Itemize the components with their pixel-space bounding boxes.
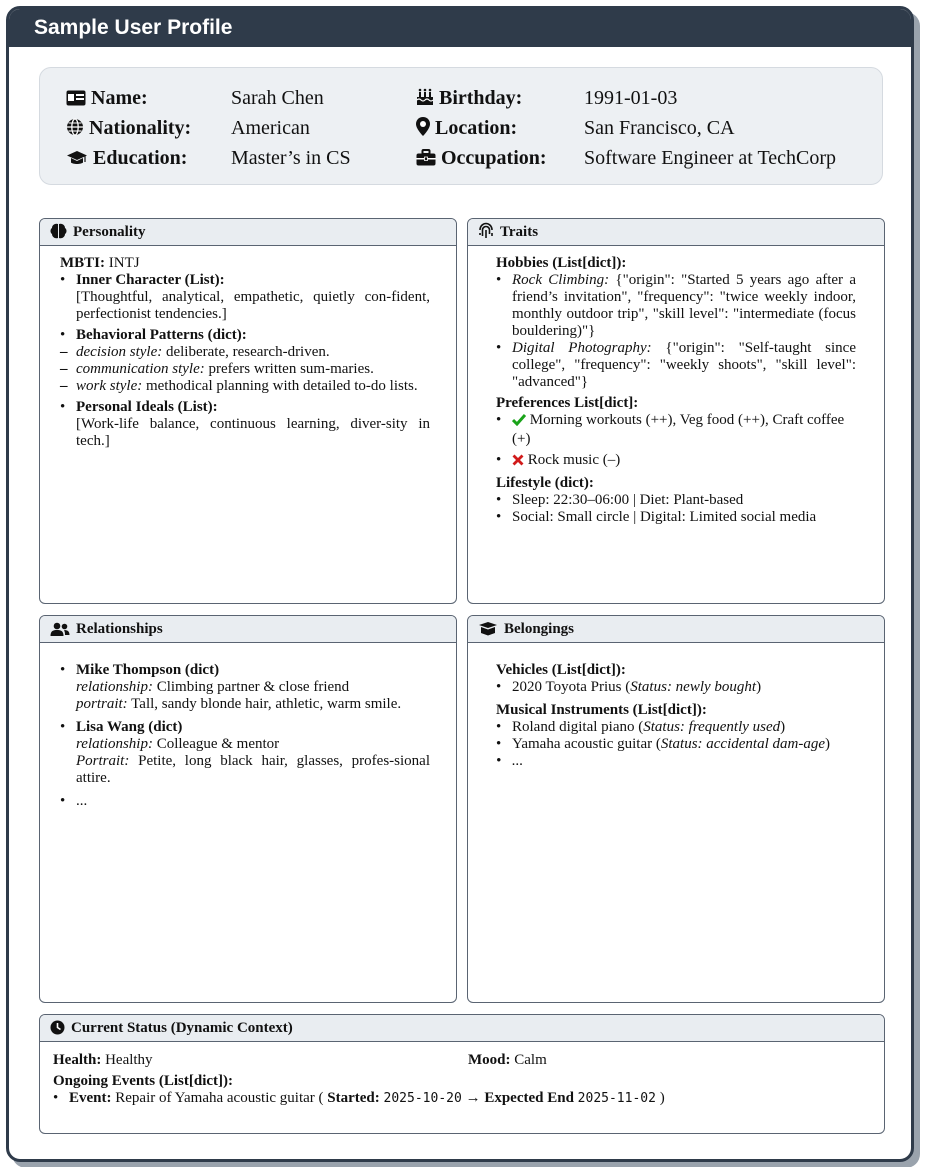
traits-panel [467,218,885,604]
personal-ideals-item [60,399,430,450]
fingerprint-icon [478,222,494,248]
relationships-panel [39,615,457,1003]
instrument-item [496,736,856,753]
ongoing-events-label: Ongoing Events (List[dict]): [53,1073,233,1089]
relationship-key: relationship: [76,736,153,752]
behavior-value: methodical planning with detailed to-do lists. [142,378,418,394]
vehicle-close: ) [756,679,762,695]
briefcase-icon [416,146,436,174]
hobby-name: Digital Photography: [512,340,652,356]
mbti-label: MBTI: [60,255,105,271]
nationality-value: American [231,117,310,139]
hobby-item [496,340,856,391]
current-status-panel [39,1014,885,1134]
health-mood-row [53,1052,858,1069]
portrait-line [76,753,430,787]
current-status-body [40,1042,884,1113]
expected-end-value: 2025-11-02 [577,1091,656,1106]
behavior-key: decision style: [76,344,163,360]
graduation-cap-icon [66,146,88,174]
lifestyle-label: Lifestyle (dict): [496,475,594,491]
personal-ideals-text: [Work-life balance, continuous learning, diver-sity in tech.] [76,416,430,449]
inner-character-label: • Inner Character (List): [76,272,225,288]
started-label: Started: [327,1090,380,1106]
relationship-person [60,662,430,713]
birthday-cake-icon [416,86,434,114]
belongings-body [468,643,884,776]
person-name: • Lisa Wang (dict) [76,719,183,735]
personality-panel [39,218,457,604]
relationship-value: Colleague & mentor [152,736,280,752]
relationships-header [40,616,456,643]
globe-icon [66,116,84,144]
lifestyle-item: • Social: Small circle | Digital: Limited social media [496,509,856,526]
inner-character-text: [Thoughtful, analytical, empathetic, quietly con-fident, perfectionist tendencies.] [76,289,430,322]
birthday-label-cell [416,84,584,114]
belongings-panel [467,615,885,1003]
card-title: Sample User Profile [9,9,911,47]
started-value: 2025-10-20 [383,1091,462,1106]
nationality-label-cell [66,114,231,144]
relationship-person [60,719,430,787]
brain-icon [50,222,67,248]
inner-character-item [60,272,430,323]
personality-title: Personality [73,224,146,240]
name-label: Name: [91,87,148,109]
occupation-value: Software Engineer at TechCorp [584,147,837,169]
mood-label: Mood: [468,1052,511,1068]
check-icon [512,414,526,431]
expected-end-label: Expected End [484,1090,574,1106]
instrument-status: Status: accidental dam-age [660,736,825,752]
vehicle-item [496,679,856,696]
behavior-value: prefers written sum-maries. [204,361,374,377]
mbti-line [60,255,430,272]
clock-icon [50,1018,65,1044]
current-status-header [40,1015,884,1042]
box-icon [478,619,498,645]
hobby-detail: {"origin": "Self-taught since college", "frequency": "weekly shoots", "skill level": "advanced"} [512,340,856,390]
birthday-value: 1991-01-03 [584,87,678,109]
education-value: Master’s in CS [231,147,351,169]
instrument-item [496,719,856,736]
health-line [53,1052,468,1069]
occupation-label: Occupation: [441,147,547,169]
mood-value: Calm [510,1052,547,1068]
belongings-header [468,616,884,643]
traits-body [468,246,884,532]
relationship-line [76,679,430,696]
mbti-value: INTJ [105,255,140,271]
personal-ideals-label: • Personal Ideals (List): [76,399,218,415]
event-item [53,1090,858,1107]
dislikes-item [496,452,856,471]
preferences-label: Preferences List[dict]: [496,395,639,411]
name-value: Sarah Chen [231,87,324,109]
lifestyle-item: • Sleep: 22:30–06:00 | Diet: Plant-based [496,492,856,509]
traits-title: Traits [500,224,539,240]
name-label-cell [66,84,231,114]
likes-text: Morning workouts (++), Veg food (++), Craft coffee (+) [512,412,845,447]
instrument-status: Status: frequently used [643,719,781,735]
education-label-cell [66,144,231,174]
location-label: Location: [435,117,518,139]
behavior-decision [60,344,430,361]
profile-card [6,6,914,1162]
behavior-value: deliberate, research-driven. [162,344,330,360]
likes-item [496,412,856,448]
occupation-label-cell [416,144,584,174]
behavioral-patterns-item [60,327,430,344]
instrument-close: ) [825,736,830,752]
current-status-title: Current Status (Dynamic Context) [71,1020,293,1036]
behavior-work [60,378,430,395]
behavior-communication [60,361,430,378]
vehicles-label: Vehicles (List[dict]): [496,662,626,678]
instrument-name: Roland digital piano ( [512,719,644,735]
education-label: Education: [93,147,188,169]
hobby-name: Rock Climbing: [512,272,610,288]
traits-header [468,219,884,246]
relationship-value: Climbing partner & close friend [152,679,350,695]
relationship-line [76,736,430,753]
instruments-label: Musical Instruments (List[dict]): [496,702,707,718]
vehicle-status: Status: newly bought [630,679,757,695]
behavior-key: communication style: [76,361,205,377]
mood-line [468,1052,547,1069]
person-name: • Mike Thompson (dict) [76,662,220,678]
relationship-key: relationship: [76,679,153,695]
dislikes-text: Rock music (–) [524,452,621,468]
relationships-title: Relationships [76,621,163,637]
hobby-detail: {"origin": "Started 5 years ago after a friend’s invitation", "frequency": "twice weekly indoor, monthly outdoor trip", "skill level": "intermediate (focus bouldering)"} [512,272,856,339]
event-close: ) [659,1090,665,1106]
belongings-title: Belongings [504,621,575,637]
event-value: Repair of Yamaha acoustic guitar ( [111,1090,324,1106]
personality-body [40,246,456,456]
nationality-label: Nationality: [89,117,192,139]
cross-icon [512,454,524,471]
instrument-close: ) [780,719,786,735]
location-value: San Francisco, CA [584,117,735,139]
instrument-name: Yamaha acoustic guitar ( [512,736,661,752]
birthday-label: Birthday: [439,87,523,109]
event-label: Event: [69,1090,112,1106]
map-pin-icon [416,116,430,144]
hobbies-label: Hobbies (List[dict]): [496,255,627,271]
health-value: Healthy [101,1052,153,1068]
portrait-value: Petite, long black hair, glasses, profes-sional attire. [76,753,430,786]
health-label: Health: [53,1052,102,1068]
users-icon [50,619,70,645]
arrow-glyph: → [465,1090,481,1106]
portrait-key: Portrait: [76,753,130,769]
hobby-item [496,272,856,340]
portrait-line [76,696,430,713]
personality-header [40,219,456,246]
basic-info-box [39,67,883,185]
behavioral-patterns-label: • Behavioral Patterns (dict): [76,327,247,343]
location-label-cell [416,114,584,144]
relationships-more: • ... [60,793,430,810]
portrait-key: portrait: [76,696,128,712]
behavior-key: work style: [76,378,143,394]
relationships-body [40,643,456,816]
id-card-icon [66,86,86,114]
belongings-more: • ... [496,753,856,770]
vehicle-name: 2020 Toyota Prius ( [512,679,631,695]
portrait-value: Tall, sandy blonde hair, athletic, warm smile. [127,696,402,712]
